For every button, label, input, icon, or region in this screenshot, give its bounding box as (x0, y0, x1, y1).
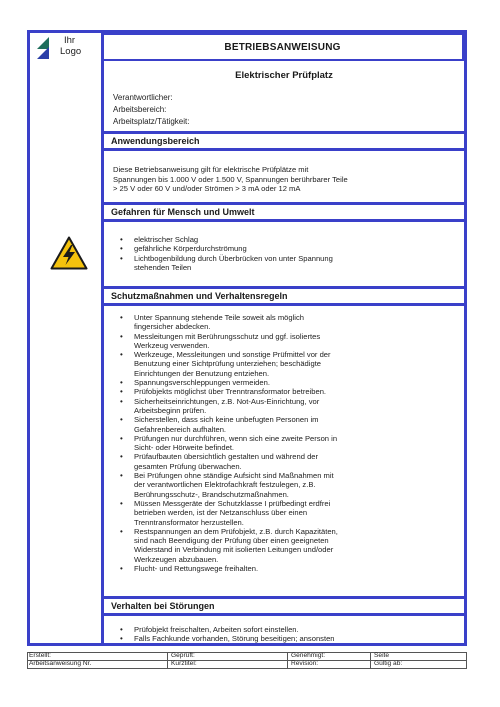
section-heading-measures: Schutzmaßnahmen und Verhaltensregeln (104, 286, 464, 306)
section-heading-faults: Verhalten bei Störungen (104, 596, 464, 616)
faults-list (118, 625, 458, 644)
list-item: • Spannungsverschleppungen vermeiden. (118, 378, 463, 387)
list-item: • Flucht- und Rettungswege freihalten. (118, 564, 463, 573)
footer-col-rule (370, 652, 371, 668)
logo-text (60, 35, 81, 57)
meta-responsible: Verantwortlicher: (113, 93, 173, 102)
list-item: • elektrischer Schlag (118, 235, 458, 244)
footer-rule (27, 668, 467, 669)
document-title: BETRIEBSANWEISUNG (101, 33, 464, 61)
scope-text (113, 165, 453, 194)
meta-area: Arbeitsbereich: (113, 105, 167, 114)
logo-line-1: Ihr (64, 35, 76, 46)
footer-col-rule (167, 652, 168, 668)
section-heading-scope: Anwendungsbereich (104, 131, 464, 151)
list-item: • Sicherheitseinrichtungen, z.B. Not-Aus-Einrichtung, vor Arbeitsbeginn prüfen. (118, 397, 463, 416)
footer-instruction-no: Arbeitsanweisung Nr. (29, 660, 92, 667)
scope-line: Diese Betriebsanweisung gilt für elektrische Prüfplätze mit (113, 165, 309, 174)
left-column-divider (101, 33, 104, 643)
footer-rule (27, 652, 467, 653)
footer-valid-from: Gültig ab: (374, 660, 403, 667)
document-subtitle: Elektrischer Prüfplatz (235, 70, 333, 81)
list-item: • Restspannungen an dem Prüfobjekt, z.B. durch Kapazitäten, sind nach Beendigung der Prüfung über einen geeigneten Widerstand in Verbindung mit isolierten Leitungen und/oder Werkzeugen abzubauen. (118, 527, 463, 564)
list-item: • Prüfaufbauten übersichtlich gestalten und während der gesamten Prüfung überwachen. (118, 452, 463, 471)
footer-approved: Genehmigt: (291, 652, 326, 659)
list-item: • Prüfungen nur durchführen, wenn sich eine zweite Person in Sicht- oder Hörweite befindet. (118, 434, 463, 453)
footer-revision: Revision: (291, 660, 319, 667)
list-item: • Prüfobjekts möglichst über Trenntransformator betreiben. (118, 387, 463, 396)
list-item: • gefährliche Körperdurchströmung (118, 244, 458, 253)
footer-checked: Geprüft: (171, 652, 195, 659)
logo (30, 33, 102, 68)
hazards-list (118, 235, 458, 272)
list-item: • Lichtbogenbildung durch Überbrücken von unter Spannung stehenden Teilen (118, 254, 458, 273)
measures-list (118, 313, 463, 573)
list-item: • Unter Spannung stehende Teile soweit als möglich fingersicher abdecken. (118, 313, 463, 332)
footer-col-rule (27, 652, 28, 668)
footer-created: Erstellt: (29, 652, 51, 659)
footer-col-rule (287, 652, 288, 668)
meta-workplace: Arbeitsplatz/Tätigkeit: (113, 117, 190, 126)
footer-page: Seite (374, 652, 390, 659)
scope-line: Spannungen bis 1.000 V oder 1.500 V, Spannungen berührbarer Teile (113, 174, 348, 184)
electrical-hazard-warning-icon (50, 236, 88, 270)
list-item: • Werkzeuge, Messleitungen und sonstige Prüfmittel vor der Benutzung einer Sichtprüfung unterziehen; beschädigte Einrichtungen der Benutzung entziehen. (118, 350, 463, 378)
logo-line-2: Logo (60, 46, 82, 57)
list-item: • Falls Fachkunde vorhanden, Störung beseitigen; ansonsten (118, 634, 458, 643)
list-item: • Sicherstellen, dass sich keine unbefugten Personen im Gefahrenbereich aufhalten. (118, 415, 463, 434)
section-heading-hazards: Gefahren für Mensch und Umwelt (104, 202, 464, 222)
list-item: • Prüfobjekt freischalten, Arbeiten sofort einstellen. (118, 625, 458, 634)
footer-short-title: Kurztitel: (171, 660, 197, 667)
footer-col-rule (466, 652, 467, 668)
list-item: • Müssen Messgeräte der Schutzklasse I prüfbedingt erdfrei betrieben werden, ist der Netzanschluss über einen Trenntransformator herzustellen. (118, 499, 463, 527)
list-item: • Bei Prüfungen ohne ständige Aufsicht sind Maßnahmen mit der verantwortlichen Elektrofachkraft festzulegen, z.B. Berührungsschutz-, Brandschutzmaßnahmen. (118, 471, 463, 499)
scope-line: > 25 V oder 60 V und/oder Strömen > 3 mA oder 12 mA (113, 184, 301, 194)
list-item: • Messleitungen mit Berührungsschutz und ggf. isoliertes Werkzeug verwenden. (118, 332, 463, 351)
